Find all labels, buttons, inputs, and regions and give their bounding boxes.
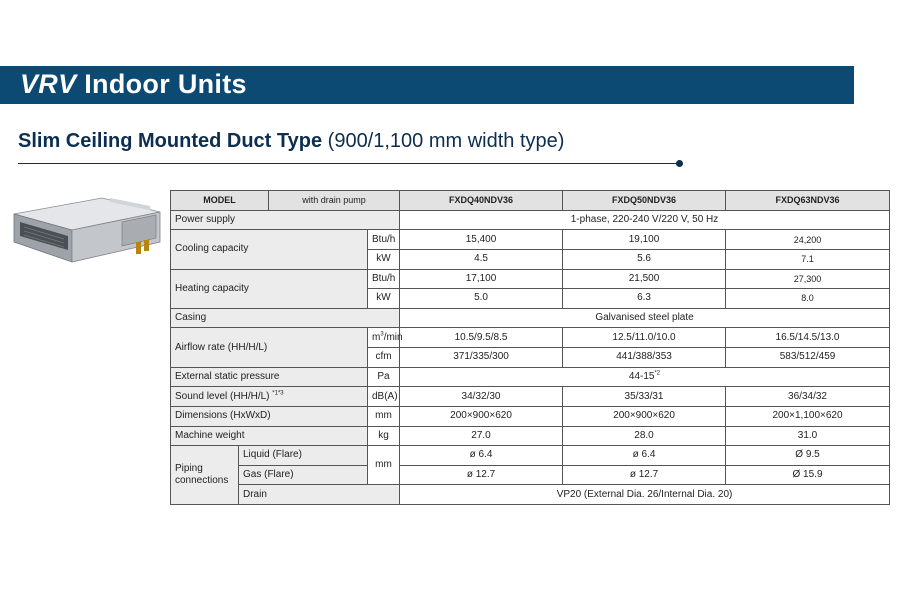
value-cell: 16.5/14.5/13.0 (726, 328, 890, 348)
unit-cell: kW (368, 289, 400, 309)
value-cell: 7.1 (726, 249, 890, 269)
table-row-piping-liquid (171, 446, 890, 466)
value-cell: 10.5/9.5/8.5 (400, 328, 563, 348)
value-cell: 583/512/459 (726, 348, 890, 368)
drain-value: VP20 (External Dia. 26/Internal Dia. 20) (400, 485, 890, 505)
gas-flare-label: Gas (Flare) (239, 465, 368, 485)
table-row-piping-gas (171, 465, 890, 485)
brand-word: VRV (20, 69, 77, 99)
liquid-flare-label: Liquid (Flare) (239, 446, 368, 466)
value-cell: ø 6.4 (563, 446, 726, 466)
header-banner (0, 66, 854, 104)
table-row-dimensions (171, 406, 890, 426)
value-cell: 17,100 (400, 269, 563, 289)
unit-cell: dB(A) (368, 387, 400, 407)
value-cell: 21,500 (563, 269, 726, 289)
table-row-heating-btu (171, 269, 890, 289)
title-rest: Indoor Units (84, 69, 247, 99)
unit-tail: /min (383, 331, 403, 343)
machine-weight-label: Machine weight (171, 426, 368, 446)
table-row-casing (171, 308, 890, 328)
esp-label: External static pressure (171, 367, 368, 387)
subtitle-underline-dot (676, 160, 683, 167)
model-sublabel: with drain pump (269, 191, 400, 211)
value-cell: ø 12.7 (563, 465, 726, 485)
spec-table (170, 190, 890, 505)
value-cell: 27.0 (400, 426, 563, 446)
value-cell: 28.0 (563, 426, 726, 446)
unit-cell: Btu/h (368, 230, 400, 250)
value-cell: 31.0 (726, 426, 890, 446)
unit-cell: kW (368, 249, 400, 269)
subtitle-bold: Slim Ceiling Mounted Duct Type (18, 130, 323, 152)
table-row-sound-level (171, 387, 890, 407)
cooling-capacity-label: Cooling capacity (171, 230, 368, 269)
heating-capacity-label: Heating capacity (171, 269, 368, 308)
unit-cell: mm (368, 446, 400, 485)
piping-label-line1: Piping (175, 463, 203, 475)
value-cell: 24,200 (726, 230, 890, 250)
unit-superscript: 3 (380, 331, 384, 338)
table-row-airflow-m3 (171, 328, 890, 348)
piping-connections-label (171, 446, 239, 505)
piping-label-line2: connections (175, 475, 229, 487)
model-name: FXDQ40NDV36 (400, 191, 563, 211)
unit-cell: kg (368, 426, 400, 446)
value-cell: 200×1,100×620 (726, 406, 890, 426)
value-cell: Ø 9.5 (726, 446, 890, 466)
value-cell: ø 6.4 (400, 446, 563, 466)
table-row-piping-drain (171, 485, 890, 505)
value-cell: ø 12.7 (400, 465, 563, 485)
value-cell: 441/388/353 (563, 348, 726, 368)
value-cell: 27,300 (726, 269, 890, 289)
value-cell: 34/32/30 (400, 387, 563, 407)
unit-cell: cfm (368, 348, 400, 368)
subtitle-light: (900/1,100 mm width type) (327, 130, 565, 152)
sound-level-label (171, 387, 368, 407)
value-cell: 5.6 (563, 249, 726, 269)
value-cell: 35/33/31 (563, 387, 726, 407)
model-name: FXDQ63NDV36 (726, 191, 890, 211)
value-cell: 4.5 (400, 249, 563, 269)
value-cell: 12.5/11.0/10.0 (563, 328, 726, 348)
value-cell: 6.3 (563, 289, 726, 309)
model-label: MODEL (171, 191, 269, 211)
page-title (20, 69, 247, 100)
footnote-mark: *1*3 (272, 390, 284, 397)
table-row-external-static-pressure (171, 367, 890, 387)
table-row-machine-weight (171, 426, 890, 446)
value-cell: 200×900×620 (563, 406, 726, 426)
value-cell: 15,400 (400, 230, 563, 250)
value-cell: 200×900×620 (400, 406, 563, 426)
power-supply-label: Power supply (171, 210, 400, 230)
section-subtitle (18, 130, 564, 153)
table-row-cooling-btu (171, 230, 890, 250)
duct-unit-icon (10, 192, 162, 270)
casing-value: Galvanised steel plate (400, 308, 890, 328)
casing-label: Casing (171, 308, 400, 328)
table-row-model (171, 191, 890, 211)
value-cell: 36/34/32 (726, 387, 890, 407)
value-cell: 19,100 (563, 230, 726, 250)
sound-level-text: Sound level (HH/H/L) (175, 390, 270, 402)
table-row-power-supply (171, 210, 890, 230)
value-cell: Ø 15.9 (726, 465, 890, 485)
subtitle-underline (18, 163, 680, 164)
esp-value (400, 367, 890, 387)
unit-cell: Btu/h (368, 269, 400, 289)
unit-cell: mm (368, 406, 400, 426)
value-cell: 371/335/300 (400, 348, 563, 368)
airflow-rate-label: Airflow rate (HH/H/L) (171, 328, 368, 367)
model-name: FXDQ50NDV36 (563, 191, 726, 211)
power-supply-value: 1-phase, 220-240 V/220 V, 50 Hz (400, 210, 890, 230)
value-cell: 8.0 (726, 289, 890, 309)
esp-value-text: 44-15 (628, 370, 655, 382)
footnote-mark: *2 (654, 370, 661, 377)
drain-label: Drain (239, 485, 400, 505)
unit-base: m (372, 331, 381, 343)
dimensions-label: Dimensions (HxWxD) (171, 406, 368, 426)
unit-cell (368, 328, 403, 348)
value-cell: 5.0 (400, 289, 563, 309)
unit-cell: Pa (368, 367, 400, 387)
